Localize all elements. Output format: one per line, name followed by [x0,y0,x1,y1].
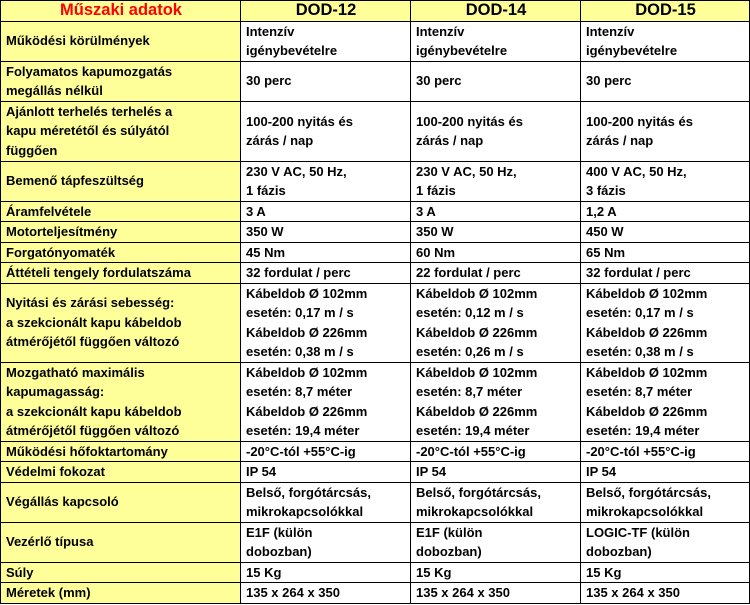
spec-value-cell: 45 Nm [241,242,411,263]
table-row [1,201,750,222]
spec-value-cell: LOGIC-TF (külön dobozban) [581,522,750,562]
spec-value-cell: Kábeldob Ø 102mm esetén: 8,7 méter Kábeldob Ø 226mm esetén: 19,4 méter [411,362,581,441]
row-label: Működési hőfoktartomány [1,441,241,462]
spec-value-cell: 350 W [241,222,411,243]
row-label: Végállás kapcsoló [1,482,241,522]
row-label: Áramfelvétele [1,201,241,222]
spec-value-cell: Kábeldob Ø 102mm esetén: 8,7 méter Kábeldob Ø 226mm esetén: 19,4 méter [581,362,750,441]
spec-value-cell: 135 x 264 x 350 [241,583,411,604]
spec-value-cell: 30 perc [581,61,750,101]
spec-value-cell: 450 W [581,222,750,243]
table-row [1,562,750,583]
table-row [1,222,750,243]
spec-value-cell: -20°C-tól +55°C-ig [241,441,411,462]
row-label: Forgatónyomaték [1,242,241,263]
table-row [1,362,750,441]
spec-value-cell: Intenzív igénybevételre [581,21,750,61]
table-row [1,161,750,201]
table-row [1,522,750,562]
model-header-dod-15: DOD-15 [581,1,750,22]
row-label: Mozgatható maximális kapumagasság: a szekcionált kapu kábeldob átmérőjétől függően változó [1,362,241,441]
table-row [1,482,750,522]
model-header-dod-12: DOD-12 [241,1,411,22]
table-row [1,21,750,61]
table-row [1,101,750,161]
spec-value-cell: 350 W [411,222,581,243]
table-row [1,61,750,101]
spec-value-cell: Kábeldob Ø 102mm esetén: 0,17 m / s Kábeldob Ø 226mm esetén: 0,38 m / s [241,283,411,362]
spec-value-cell: E1F (külön dobozban) [241,522,411,562]
table-row [1,242,750,263]
row-label: Nyitási és zárási sebesség: a szekcionált kapu kábeldob átmérőjétől függően változó [1,283,241,362]
spec-value-cell: Belső, forgótárcsás, mikrokapcsolókkal [241,482,411,522]
spec-value-cell: 400 V AC, 50 Hz, 3 fázis [581,161,750,201]
table-row [1,441,750,462]
spec-value-cell: 100-200 nyitás és zárás / nap [581,101,750,161]
spec-value-cell: 32 fordulat / perc [581,263,750,284]
spec-value-cell: 135 x 264 x 350 [411,583,581,604]
spec-value-cell: 30 perc [241,61,411,101]
spec-value-cell: -20°C-tól +55°C-ig [581,441,750,462]
model-header-dod-14: DOD-14 [411,1,581,22]
spec-value-cell: 60 Nm [411,242,581,263]
spec-value-cell: 22 fordulat / perc [411,263,581,284]
spec-value-cell: 100-200 nyitás és zárás / nap [411,101,581,161]
spec-value-cell: 3 A [411,201,581,222]
spec-value-cell: Kábeldob Ø 102mm esetén: 0,12 m / s Kábeldob Ø 226mm esetén: 0,26 m / s [411,283,581,362]
spec-value-cell: E1F (külön dobozban) [411,522,581,562]
spec-value-cell: Belső, forgótárcsás, mikrokapcsolókkal [411,482,581,522]
row-label: Folyamatos kapumozgatás megállás nélkül [1,61,241,101]
table-title: Műszaki adatok [1,1,241,22]
row-label: Méretek (mm) [1,583,241,604]
spec-value-cell: 3 A [241,201,411,222]
spec-value-cell: 15 Kg [411,562,581,583]
table-row [1,583,750,604]
row-label: Bemenő tápfeszültség [1,161,241,201]
spec-value-cell: 100-200 nyitás és zárás / nap [241,101,411,161]
spec-value-cell: Kábeldob Ø 102mm esetén: 0,17 m / s Kábeldob Ø 226mm esetén: 0,38 m / s [581,283,750,362]
row-label: Védelmi fokozat [1,462,241,483]
table-row [1,263,750,284]
spec-value-cell: IP 54 [241,462,411,483]
table-row [1,283,750,362]
row-label: Áttételi tengely fordulatszáma [1,263,241,284]
spec-value-cell: 65 Nm [581,242,750,263]
spec-value-cell: IP 54 [581,462,750,483]
row-label: Vezérlő típusa [1,522,241,562]
spec-value-cell: -20°C-tól +55°C-ig [411,441,581,462]
spec-value-cell: 230 V AC, 50 Hz, 1 fázis [411,161,581,201]
spec-value-cell: 1,2 A [581,201,750,222]
row-label: Súly [1,562,241,583]
spec-value-cell: 135 x 264 x 350 [581,583,750,604]
spec-value-cell: 30 perc [411,61,581,101]
spec-value-cell: 15 Kg [241,562,411,583]
spec-value-cell: Intenzív igénybevételre [411,21,581,61]
table-row [1,462,750,483]
spec-value-cell: Kábeldob Ø 102mm esetén: 8,7 méter Kábeldob Ø 226mm esetén: 19,4 méter [241,362,411,441]
row-label: Működési körülmények [1,21,241,61]
spec-value-cell: IP 54 [411,462,581,483]
header-row [1,1,750,22]
spec-value-cell: Belső, forgótárcsás, mikrokapcsolókkal [581,482,750,522]
row-label: Motorteljesítmény [1,222,241,243]
spec-value-cell: Intenzív igénybevételre [241,21,411,61]
row-label: Ajánlott terhelés terhelés a kapu méretétől és súlyától függően [1,101,241,161]
spec-value-cell: 32 fordulat / perc [241,263,411,284]
spec-value-cell: 15 Kg [581,562,750,583]
spec-value-cell: 230 V AC, 50 Hz, 1 fázis [241,161,411,201]
